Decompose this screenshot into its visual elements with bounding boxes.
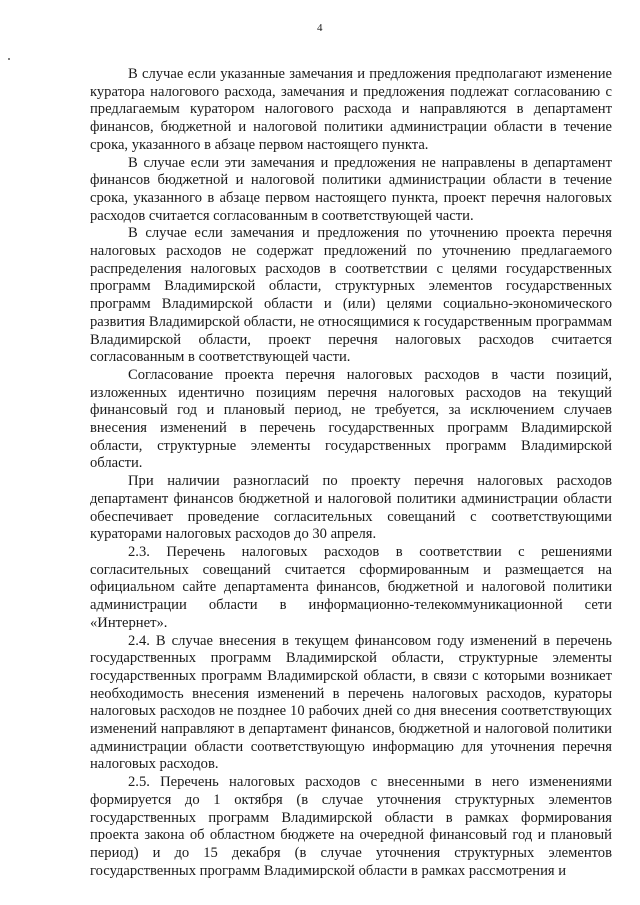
paragraph-clause-2-4: 2.4. В случае внесения в текущем финансовом году изменений в перечень государственных программ Владимирской области, структурные элементы государственных программ Владимирской области, в связи с которыми возникает необходимость внесения изменений в перечень налоговых расходов, кураторы налоговых расходов не позднее 10 рабочих дней со дня внесения соответствующих изменений направляют в департамент финансов, бюджетной и налоговой политики администрации области соответствующую информацию для уточнения перечня налоговых расходов. xyxy=(90,632,612,773)
paragraph-not-sent: В случае если эти замечания и предложения не направлены в департамент финансов бюджетной и налоговой политики администрации области в течение срока, указанного в абзаце первом настоящего пункта, проект перечня налоговых расходов считается согласованным в соответствующей части. xyxy=(90,154,612,224)
paragraph-clause-2-3: 2.3. Перечень налоговых расходов в соответствии с решениями согласительных совещаний считается сформированным и размещается на официальном сайте департамента финансов, бюджетной и налоговой политики администрации области в информационно-телекоммуникационной сети «Интернет». xyxy=(90,543,612,631)
paragraph-identical-positions: Согласование проекта перечня налоговых расходов в части позиций, изложенных идентично позициям перечня налоговых расходов на текущий финансовый год и плановый период, не требуется, за исключением случаев внесения изменений в перечень государственных программ Владимирской области, структурные элементы государственных программ Владимирской области. xyxy=(90,366,612,472)
document-body xyxy=(90,66,612,880)
paragraph-no-proposals: В случае если замечания и предложения по уточнению проекта перечня налоговых расходов не содержат предложений по уточнению предлагаемого распределения налоговых расходов в соответствии с целями государственных программ Владимирской области, структурных элементов государственных программ Владимирской области и (или) целями социально-экономического развития Владимирской области, не относящимися к государственным программам Владимирской области, проект перечня налоговых расходов считается согласованным в соответствующей части. xyxy=(90,225,612,366)
page-number: 4 xyxy=(317,22,323,34)
paragraph-disagreements: При наличии разногласий по проекту перечня налоговых расходов департамент финансов бюджетной и налоговой политики администрации области обеспечивает проведение согласительных совещаний с соответствующими кураторами налоговых расходов до 30 апреля. xyxy=(90,473,612,543)
scan-speck xyxy=(8,58,10,60)
paragraph-curator-change: В случае если указанные замечания и предложения предполагают изменение куратора налогового расхода, замечания и предложения подлежат согласованию с предлагаемым куратором налогового расхода и направляются в департамент финансов, бюджетной и налоговой политики администрации области в течение срока, указанного в абзаце первом настоящего пункта. xyxy=(90,66,612,153)
paragraph-clause-2-5: 2.5. Перечень налоговых расходов с внесенными в него изменениями формируется до 1 октября (в случае уточнения структурных элементов государственных программ Владимирской области в рамках формирования проекта закона об областном бюджете на очередной финансовый год и плановый период) и до 15 декабря (в случае уточнения структурных элементов государственных программ Владимирской области в рамках рассмотрения и xyxy=(90,774,612,879)
